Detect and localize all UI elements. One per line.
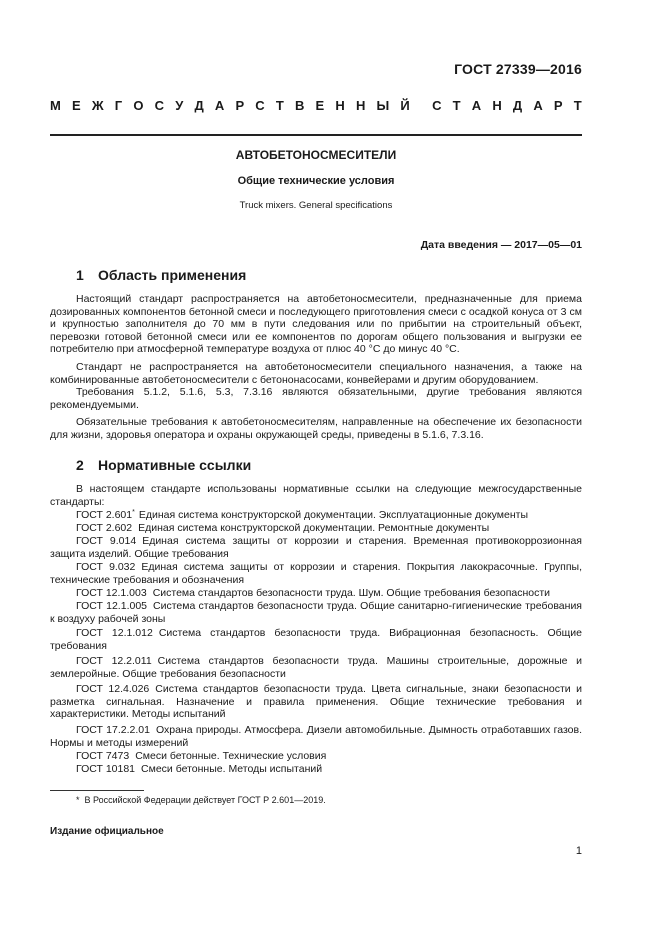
reference-title: Охрана природы. Атмосфера. Дизели автомобильные. Дымность отработавших газов. Нормы и методы измерений xyxy=(50,724,582,749)
document-subtitle: Общие технические условия xyxy=(237,175,395,187)
reference-title: Единая система защиты от коррозии и старения. Покрытия лакокрасочные. Группы, технические требования и обозначения xyxy=(50,561,582,586)
header-rule xyxy=(50,134,582,136)
banner-letter: Н xyxy=(355,98,366,113)
banner-letter: А xyxy=(471,98,482,113)
section-number: 1 xyxy=(76,267,84,283)
reference-title: Система стандартов безопасности труда. Вибрационная безопасность. Общие требования xyxy=(50,627,583,652)
section-number: 2 xyxy=(76,457,84,473)
paragraph: Обязательные требования к автобетоносмесителям, направленные на обеспечение их безопасности для жизни, здоровья оператора и охраны окружающей среды, приведены в 5.1.6, 7.3.16. xyxy=(50,416,582,441)
reference-item xyxy=(50,750,582,763)
reference-code: ГОСТ 10181 xyxy=(76,763,136,775)
reference-code: ГОСТ 7473 xyxy=(76,750,130,762)
official-edition-label: Издание официальное xyxy=(50,826,164,837)
banner-letter: О xyxy=(133,98,144,113)
english-title: Truck mixers. General specifications xyxy=(239,200,393,211)
reference-title: Система стандартов безопасности труда. Машины строительные, дорожные и землеройные. Общие требования безопасности xyxy=(50,655,582,680)
reference-code: ГОСТ 2.601 xyxy=(76,509,133,521)
banner-letter: Р xyxy=(553,98,563,113)
reference-item xyxy=(50,522,582,535)
footnote-text: В Российской Федерации действует ГОСТ Р 2.601—2019. xyxy=(84,795,326,805)
reference-item xyxy=(50,683,582,721)
banner-letter: В xyxy=(294,98,305,113)
section-title: Нормативные ссылки xyxy=(98,457,252,473)
standard-banner xyxy=(50,98,582,113)
reference-code: ГОСТ 12.2.011 xyxy=(76,655,152,667)
banner-letter: Т xyxy=(573,98,582,113)
document-title: АВТОБЕТОНОСМЕСИТЕЛИ xyxy=(235,148,397,162)
reference-title: Система стандартов безопасности труда. Общие санитарно-гигиенические требования к воздуху рабочей зоны xyxy=(50,600,582,625)
banner-letter: А xyxy=(214,98,225,113)
banner-letter: Е xyxy=(72,98,81,113)
reference-item xyxy=(50,763,582,776)
reference-code: ГОСТ 12.1.003 xyxy=(76,587,147,599)
banner-letter: Д xyxy=(194,98,204,113)
reference-title: Единая система конструкторской документации. Ремонтные документы xyxy=(138,522,490,534)
banner-letter: У xyxy=(175,98,184,113)
section-heading-scope xyxy=(76,267,246,283)
reference-item xyxy=(50,600,582,625)
footnote-mark: * xyxy=(132,508,135,516)
reference-code: ГОСТ 12.1.005 xyxy=(76,600,148,612)
paragraph: В настоящем стандарте использованы нормативные ссылки на следующие межгосударственные стандарты: xyxy=(50,483,582,508)
footnote xyxy=(76,795,326,805)
banner-letter: С xyxy=(154,98,165,113)
reference-title: Смеси бетонные. Технические условия xyxy=(135,750,327,762)
reference-title: Система стандартов безопасности труда. Шум. Общие требования безопасности xyxy=(152,587,551,599)
banner-letter: М xyxy=(50,98,61,113)
banner-letter: А xyxy=(533,98,543,113)
reference-item xyxy=(50,561,582,586)
banner-letter: Н xyxy=(492,98,502,113)
section-title: Область применения xyxy=(98,267,247,283)
banner-letter: Е xyxy=(315,98,325,113)
reference-item xyxy=(50,724,582,749)
paragraph: Настоящий стандарт распространяется на автобетоносмесители, предназначенные для приема дозированных компонентов бетонной смеси и последующего приготовления смеси с осадкой конуса от 3 см и крупностью заполнителя до 70 мм в пути следования или по прибытии на строительный объект, перевозки готовой бетонной смеси или ее компонентов по дорогам общего пользования и выгрузки ее потребителю при атмосферной температуре воздуха от плюс 40 °С до минус 40 °С. xyxy=(50,293,582,355)
banner-letter: Т xyxy=(275,98,284,113)
reference-code: ГОСТ 12.4.026 xyxy=(76,683,150,695)
banner-letter: Н xyxy=(335,98,345,113)
reference-item xyxy=(50,655,582,680)
reference-title: Смеси бетонные. Методы испытаний xyxy=(141,763,323,775)
reference-title: Единая система конструкторской документации. Эксплуатационные документы xyxy=(138,509,529,521)
reference-title: Система стандартов безопасности труда. Цвета сигнальные, знаки безопасности и разметка сигнальная. Назначение и правила применения. Общие технические требования и характеристики. Методы испытаний xyxy=(50,683,582,720)
document-code: ГОСТ 27339—2016 xyxy=(454,61,582,77)
banner-letter: Р xyxy=(235,98,245,113)
reference-item xyxy=(50,587,582,600)
reference-item xyxy=(50,509,582,522)
footnote-mark: * xyxy=(76,795,80,805)
reference-code: ГОСТ 17.2.2.01 xyxy=(76,724,150,736)
reference-item xyxy=(50,535,582,560)
paragraph: Стандарт не распространяется на автобетоносмесители специального назначения, а также на комбинированные автобетоносмесители с бетононасосами, конвейерами и другим оборудованием. xyxy=(50,361,582,386)
paragraph: Требования 5.1.2, 5.1.6, 5.3, 7.3.16 являются обязательными, другие требования являются рекомендуемыми. xyxy=(50,386,582,411)
banner-letter: Д xyxy=(512,98,523,113)
banner-letter: Ж xyxy=(91,98,104,113)
reference-code: ГОСТ 9.014 xyxy=(76,535,137,547)
footnote-rule xyxy=(50,790,144,791)
reference-code: ГОСТ 9.032 xyxy=(76,561,136,573)
reference-title: Единая система защиты от коррозии и старения. Временная противокоррозионная защита изделий. Общие требования xyxy=(50,535,582,560)
page-number: 1 xyxy=(575,845,582,857)
banner-letter: С xyxy=(255,98,265,113)
section-heading-references xyxy=(76,457,251,473)
reference-code: ГОСТ 12.1.012 xyxy=(76,627,153,639)
banner-letter: Ы xyxy=(376,98,390,113)
banner-letter: С xyxy=(432,98,442,113)
reference-code: ГОСТ 2.602 xyxy=(76,522,133,534)
banner-letter: Т xyxy=(452,98,461,113)
introduction-date: Дата введения — 2017—05—01 xyxy=(420,239,582,251)
banner-letter: Г xyxy=(114,98,123,113)
reference-item xyxy=(50,627,582,652)
banner-letter: Й xyxy=(400,98,410,113)
